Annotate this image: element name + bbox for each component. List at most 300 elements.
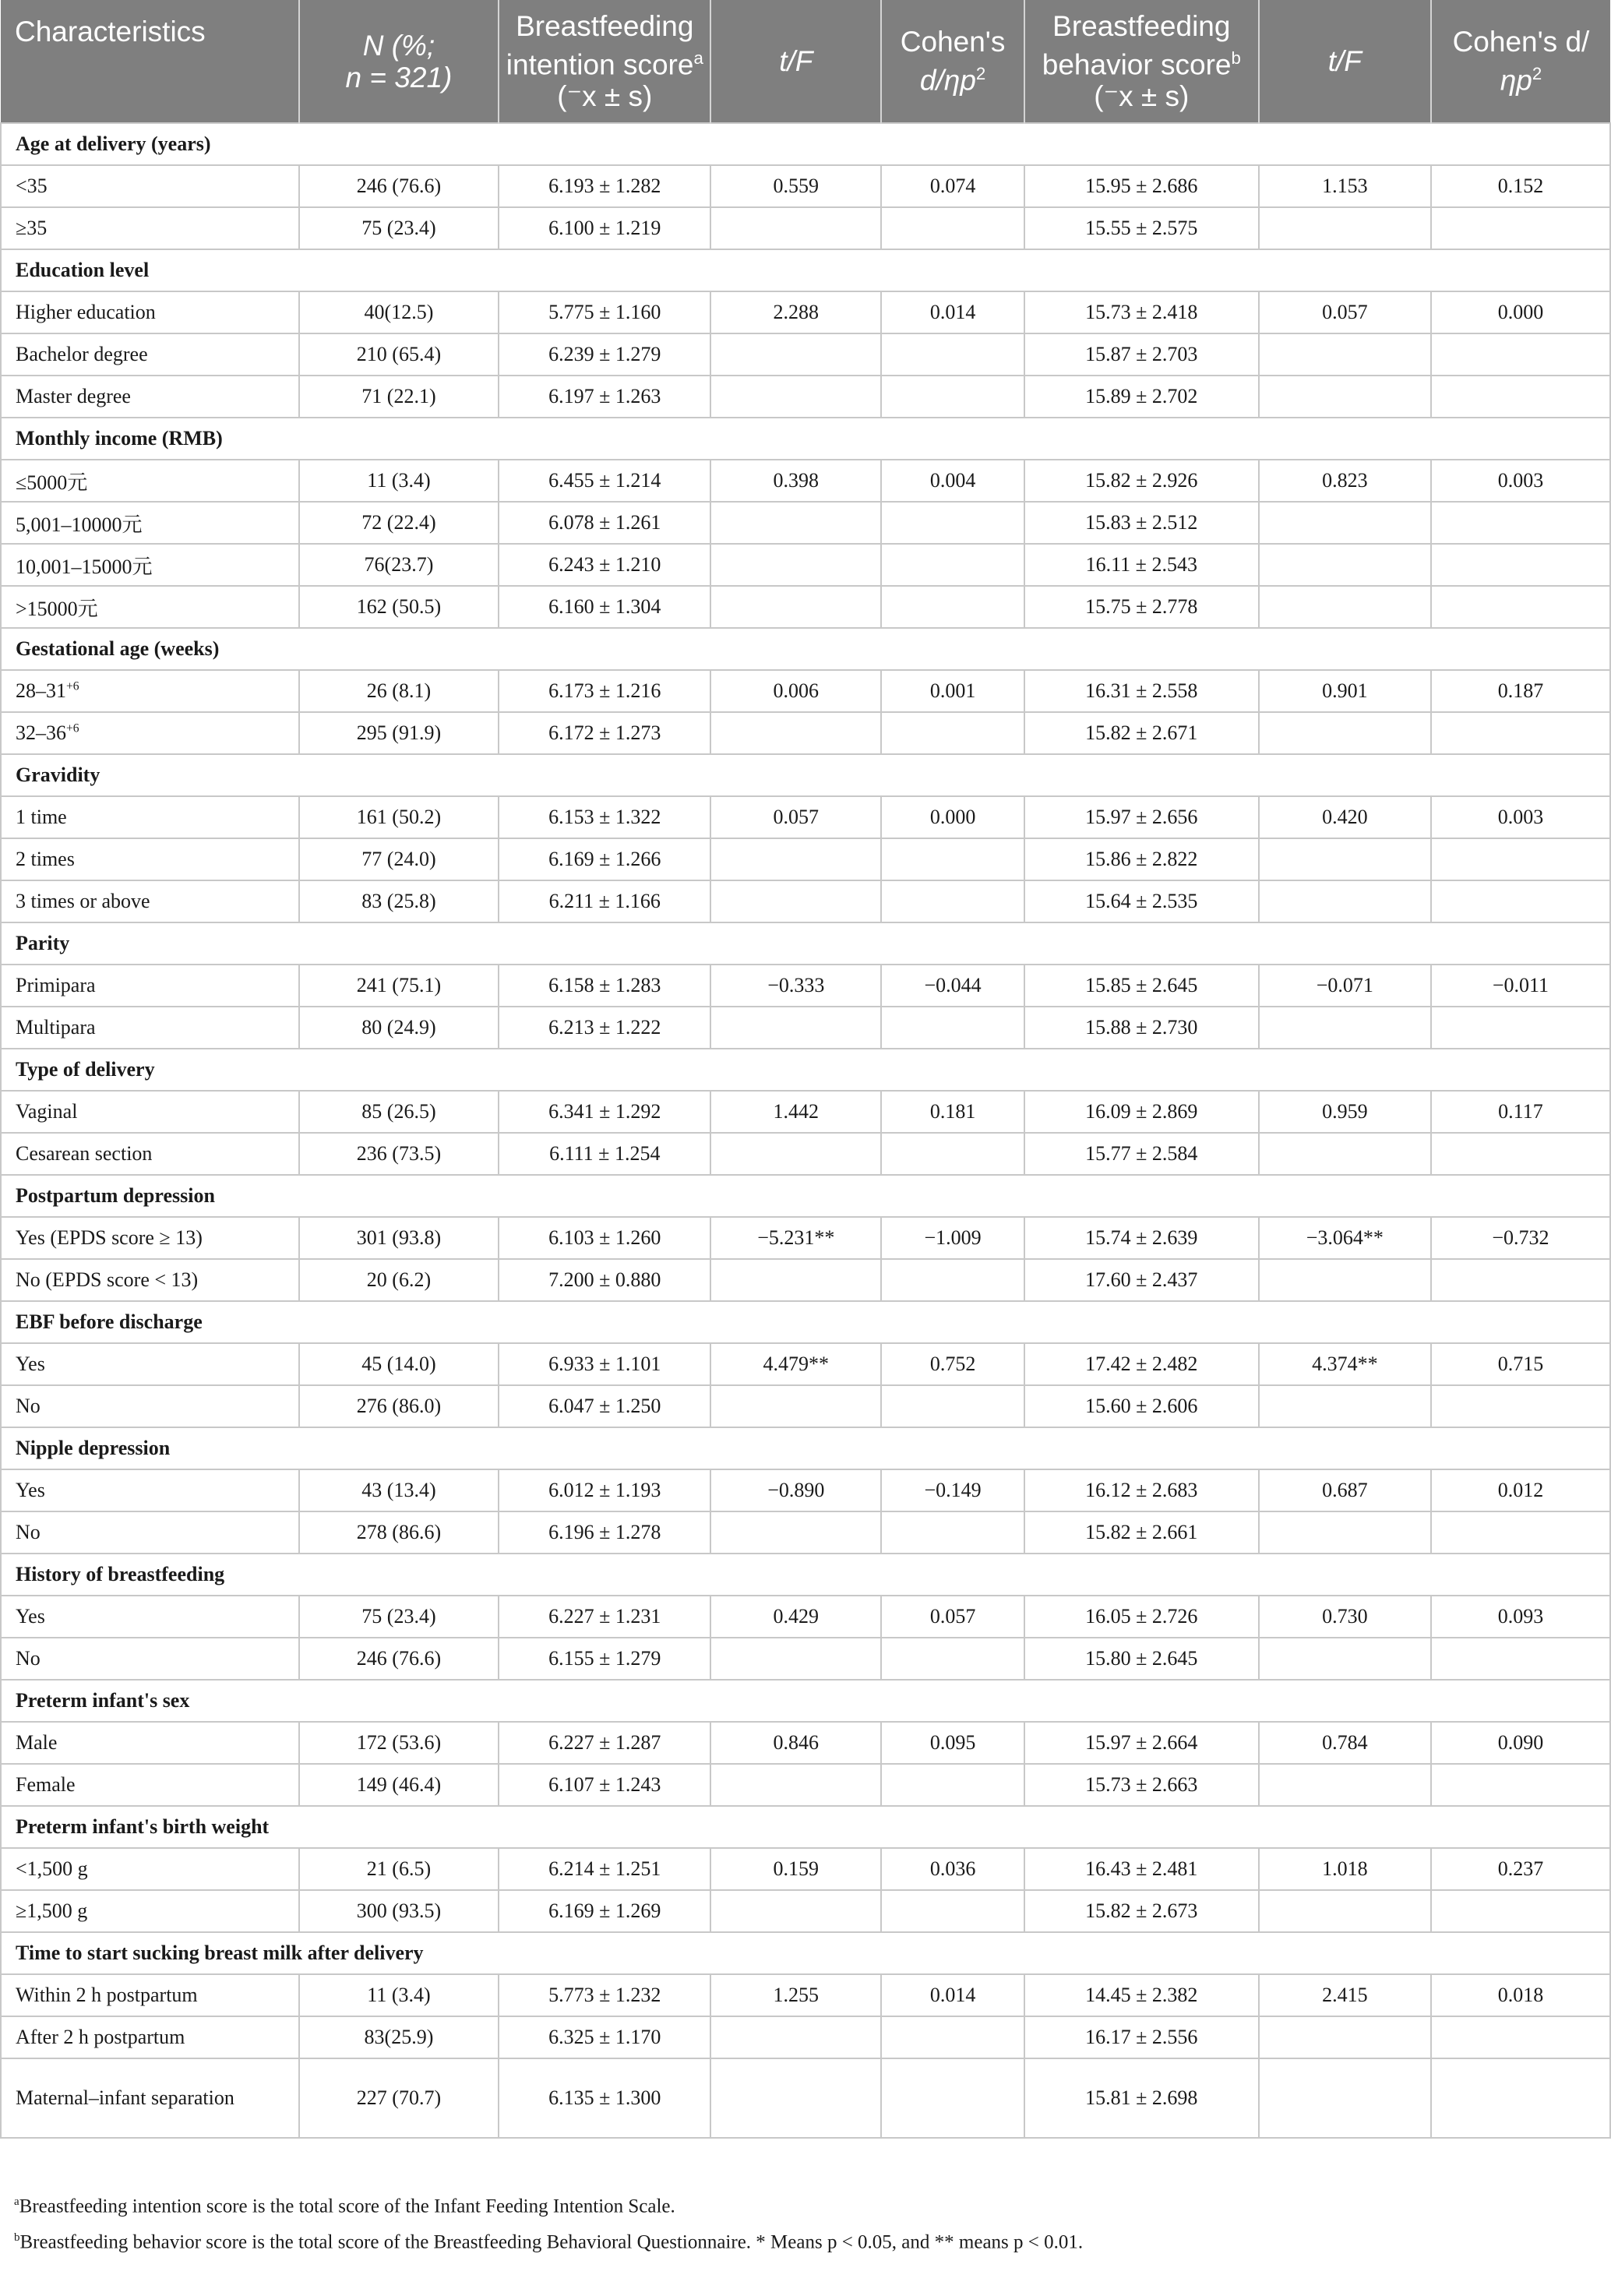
header-tf-1-text: t/F: [779, 45, 813, 77]
tf-1-cell: [710, 1133, 881, 1175]
intention-cell: 6.227 ± 1.287: [499, 1722, 710, 1764]
table-row: [1, 2016, 1610, 2058]
n-cell: 227 (70.7): [299, 2058, 499, 2138]
tf-2-cell: 0.687: [1259, 1469, 1431, 1511]
group-header-row: [1, 123, 1610, 165]
row-label-text: ≥1,500 g: [16, 1899, 88, 1922]
behavior-cell: 15.88 ± 2.730: [1024, 1007, 1259, 1049]
row-label: [1, 1007, 299, 1049]
table-row: [1, 2058, 1610, 2138]
tf-2-cell: [1259, 333, 1431, 376]
row-label-text: Bachelor degree: [16, 343, 148, 365]
tf-2-cell: [1259, 544, 1431, 586]
row-label-text: 3 times or above: [16, 890, 150, 912]
tf-2-cell: [1259, 1764, 1431, 1806]
group-label: Preterm infant's birth weight: [1, 1806, 1610, 1848]
cohen-1-cell: 0.001: [881, 670, 1024, 712]
intention-cell: 6.169 ± 1.269: [499, 1890, 710, 1932]
cohen-1-cell: 0.074: [881, 165, 1024, 207]
n-cell: 295 (91.9): [299, 712, 499, 754]
cohen-2-cell: [1431, 1890, 1610, 1932]
row-label: [1, 1596, 299, 1638]
cohen-2-cell: 0.090: [1431, 1722, 1610, 1764]
behavior-cell: 15.73 ± 2.663: [1024, 1764, 1259, 1806]
table-row: [1, 1259, 1610, 1301]
table-row: [1, 291, 1610, 333]
footnote-a-mark: a: [14, 2195, 19, 2208]
row-label-text: 32–36: [16, 721, 66, 744]
row-label: [1, 502, 299, 544]
group-header-row: [1, 1932, 1610, 1974]
row-label: [1, 1091, 299, 1133]
tf-2-cell: 0.420: [1259, 796, 1431, 838]
cohen-1-cell: [881, 502, 1024, 544]
cohen-2-cell: [1431, 880, 1610, 922]
row-label-text: Multipara: [16, 1016, 96, 1039]
intention-cell: 6.193 ± 1.282: [499, 165, 710, 207]
tf-1-cell: −0.333: [710, 965, 881, 1007]
cohen-2-cell: [1431, 1764, 1610, 1806]
intention-cell: 6.169 ± 1.266: [499, 838, 710, 880]
table-row: [1, 1343, 1610, 1385]
table-row: [1, 207, 1610, 249]
header-behavior-score: [1024, 0, 1259, 123]
intention-cell: 6.933 ± 1.101: [499, 1343, 710, 1385]
table-row: [1, 165, 1610, 207]
cohen-1-cell: [881, 838, 1024, 880]
group-label: History of breastfeeding: [1, 1554, 1610, 1596]
tf-1-cell: [710, 1638, 881, 1680]
table-row: [1, 376, 1610, 418]
cohen-1-cell: [881, 1133, 1024, 1175]
header-characteristics: [1, 0, 299, 123]
intention-cell: 6.243 ± 1.210: [499, 544, 710, 586]
intention-cell: 5.773 ± 1.232: [499, 1974, 710, 2016]
table-row: [1, 1596, 1610, 1638]
row-label: [1, 880, 299, 922]
footnote-b: [14, 2231, 1083, 2253]
intention-cell: 6.107 ± 1.243: [499, 1764, 710, 1806]
cohen-1-cell: 0.752: [881, 1343, 1024, 1385]
behavior-cell: 15.82 ± 2.673: [1024, 1890, 1259, 1932]
intention-cell: 6.196 ± 1.278: [499, 1511, 710, 1554]
tf-1-cell: [710, 1385, 881, 1427]
header-cohen-1-line1: Cohen's: [900, 26, 1006, 58]
group-label: Education level: [1, 249, 1610, 291]
cohen-2-cell: [1431, 1133, 1610, 1175]
tf-1-cell: [710, 544, 881, 586]
behavior-cell: 15.74 ± 2.639: [1024, 1217, 1259, 1259]
intention-cell: 6.103 ± 1.260: [499, 1217, 710, 1259]
tf-1-cell: 0.159: [710, 1848, 881, 1890]
intention-cell: 6.239 ± 1.279: [499, 333, 710, 376]
tf-1-cell: [710, 880, 881, 922]
cohen-1-cell: 0.000: [881, 796, 1024, 838]
cohen-2-cell: [1431, 2058, 1610, 2138]
behavior-cell: 16.12 ± 2.683: [1024, 1469, 1259, 1511]
header-intention-line1: Breastfeeding: [516, 9, 694, 42]
row-label-text: Female: [16, 1773, 76, 1796]
table-row: [1, 1217, 1610, 1259]
n-cell: 75 (23.4): [299, 207, 499, 249]
table-row: [1, 712, 1610, 754]
intention-cell: 6.111 ± 1.254: [499, 1133, 710, 1175]
behavior-cell: 15.80 ± 2.645: [1024, 1638, 1259, 1680]
row-label: [1, 1217, 299, 1259]
tf-2-cell: [1259, 880, 1431, 922]
header-cohen-2-sup: 2: [1532, 64, 1542, 84]
n-cell: 11 (3.4): [299, 1974, 499, 2016]
table-row: [1, 544, 1610, 586]
footnote-a-text: Breastfeeding intention score is the total score of the Infant Feeding Intention Scale.: [19, 2195, 675, 2217]
row-label: [1, 1974, 299, 2016]
behavior-cell: 15.89 ± 2.702: [1024, 376, 1259, 418]
intention-cell: 6.153 ± 1.322: [499, 796, 710, 838]
cohen-1-cell: 0.181: [881, 1091, 1024, 1133]
header-cohen-1-sup: 2: [975, 64, 986, 84]
tf-1-cell: 2.288: [710, 291, 881, 333]
n-cell: 80 (24.9): [299, 1007, 499, 1049]
table-row: [1, 502, 1610, 544]
group-header-row: [1, 1427, 1610, 1469]
row-label: [1, 2058, 299, 2138]
behavior-cell: 15.81 ± 2.698: [1024, 2058, 1259, 2138]
tf-2-cell: 1.018: [1259, 1848, 1431, 1890]
table-row: [1, 880, 1610, 922]
row-label: [1, 712, 299, 754]
behavior-cell: 16.31 ± 2.558: [1024, 670, 1259, 712]
n-cell: 210 (65.4): [299, 333, 499, 376]
group-label: Age at delivery (years): [1, 123, 1610, 165]
behavior-cell: 15.85 ± 2.645: [1024, 965, 1259, 1007]
row-label: [1, 165, 299, 207]
behavior-cell: 15.77 ± 2.584: [1024, 1133, 1259, 1175]
tf-1-cell: 0.846: [710, 1722, 881, 1764]
intention-cell: 6.173 ± 1.216: [499, 670, 710, 712]
behavior-cell: 17.60 ± 2.437: [1024, 1259, 1259, 1301]
cohen-1-cell: [881, 712, 1024, 754]
row-label-text: Yes: [16, 1353, 45, 1375]
tf-1-cell: −0.890: [710, 1469, 881, 1511]
n-cell: 162 (50.5): [299, 586, 499, 628]
tf-2-cell: [1259, 1259, 1431, 1301]
row-label-text: <35: [16, 175, 48, 197]
tf-2-cell: [1259, 1890, 1431, 1932]
footnote-a: [14, 2195, 675, 2217]
cohen-2-cell: [1431, 1385, 1610, 1427]
row-label-text: After 2 h postpartum: [16, 2026, 185, 2048]
intention-cell: 6.160 ± 1.304: [499, 586, 710, 628]
n-cell: 278 (86.6): [299, 1511, 499, 1554]
table-row: [1, 1511, 1610, 1554]
row-label: [1, 207, 299, 249]
table-row: [1, 1764, 1610, 1806]
intention-cell: 6.455 ± 1.214: [499, 460, 710, 502]
tf-1-cell: 0.057: [710, 796, 881, 838]
group-label: Monthly income (RMB): [1, 418, 1610, 460]
behavior-cell: 16.43 ± 2.481: [1024, 1848, 1259, 1890]
n-cell: 276 (86.0): [299, 1385, 499, 1427]
tf-2-cell: [1259, 1385, 1431, 1427]
row-label: [1, 291, 299, 333]
header-tf-1: [710, 0, 881, 123]
cohen-1-cell: [881, 1007, 1024, 1049]
behavior-cell: 15.75 ± 2.778: [1024, 586, 1259, 628]
cohen-2-cell: [1431, 838, 1610, 880]
intention-cell: 6.012 ± 1.193: [499, 1469, 710, 1511]
row-label-sup: +6: [66, 721, 79, 735]
row-label: [1, 1343, 299, 1385]
row-label: [1, 586, 299, 628]
tf-2-cell: [1259, 2016, 1431, 2058]
header-cohen-2-line2: ηp: [1500, 64, 1532, 97]
header-n-line2: n = 321): [345, 61, 453, 93]
row-label-text: Higher education: [16, 301, 156, 323]
tf-2-cell: [1259, 1133, 1431, 1175]
tf-2-cell: [1259, 502, 1431, 544]
cohen-2-cell: [1431, 712, 1610, 754]
row-label-text: No (EPDS score < 13): [16, 1268, 199, 1291]
n-cell: 83(25.9): [299, 2016, 499, 2058]
behavior-cell: 16.11 ± 2.543: [1024, 544, 1259, 586]
group-header-row: [1, 418, 1610, 460]
table-row: [1, 1385, 1610, 1427]
cohen-1-cell: [881, 207, 1024, 249]
table-row: [1, 796, 1610, 838]
behavior-cell: 16.17 ± 2.556: [1024, 2016, 1259, 2058]
intention-cell: 6.047 ± 1.250: [499, 1385, 710, 1427]
row-label: [1, 376, 299, 418]
header-cohen-2: [1431, 0, 1610, 123]
n-cell: 45 (14.0): [299, 1343, 499, 1385]
row-label-text: No: [16, 1395, 41, 1417]
cohen-1-cell: 0.095: [881, 1722, 1024, 1764]
row-label-text: <1,500 g: [16, 1857, 88, 1880]
cohen-2-cell: 0.715: [1431, 1343, 1610, 1385]
row-label-text: Yes (EPDS score ≥ 13): [16, 1226, 203, 1249]
behavior-cell: 15.82 ± 2.661: [1024, 1511, 1259, 1554]
n-cell: 26 (8.1): [299, 670, 499, 712]
tf-2-cell: [1259, 376, 1431, 418]
group-header-row: [1, 922, 1610, 965]
behavior-cell: 15.60 ± 2.606: [1024, 1385, 1259, 1427]
header-behavior-mean-sd: (⁻x ± s): [1094, 80, 1190, 113]
table-row: [1, 1638, 1610, 1680]
behavior-cell: 15.86 ± 2.822: [1024, 838, 1259, 880]
header-cohen-1: [881, 0, 1024, 123]
row-label-text: 1 time: [16, 806, 67, 828]
row-label: [1, 1890, 299, 1932]
header-behavior-line1: Breastfeeding: [1052, 9, 1231, 42]
tf-1-cell: [710, 1511, 881, 1554]
cohen-2-cell: 0.018: [1431, 1974, 1610, 2016]
intention-cell: 6.158 ± 1.283: [499, 965, 710, 1007]
behavior-cell: 16.09 ± 2.869: [1024, 1091, 1259, 1133]
header-cohen-1-line2: d/ηp: [919, 64, 976, 97]
row-label: [1, 544, 299, 586]
row-label: [1, 1511, 299, 1554]
table-row: [1, 1974, 1610, 2016]
tf-2-cell: 0.057: [1259, 291, 1431, 333]
header-intention-line2: intention score: [506, 48, 694, 81]
group-label: Gestational age (weeks): [1, 628, 1610, 670]
cohen-1-cell: 0.014: [881, 1974, 1024, 2016]
group-label: Nipple depression: [1, 1427, 1610, 1469]
n-cell: 241 (75.1): [299, 965, 499, 1007]
tf-2-cell: 0.784: [1259, 1722, 1431, 1764]
row-label-text: 28–31: [16, 679, 66, 702]
behavior-cell: 15.82 ± 2.926: [1024, 460, 1259, 502]
intention-cell: 6.213 ± 1.222: [499, 1007, 710, 1049]
n-cell: 75 (23.4): [299, 1596, 499, 1638]
intention-cell: 6.325 ± 1.170: [499, 2016, 710, 2058]
row-label: [1, 1133, 299, 1175]
n-cell: 236 (73.5): [299, 1133, 499, 1175]
row-label-text: Vaginal: [16, 1100, 78, 1123]
tf-2-cell: [1259, 586, 1431, 628]
footnote-b-mark: b: [14, 2231, 20, 2244]
cohen-2-cell: 0.003: [1431, 460, 1610, 502]
group-header-row: [1, 1175, 1610, 1217]
group-header-row: [1, 1554, 1610, 1596]
n-cell: 71 (22.1): [299, 376, 499, 418]
table-row: [1, 460, 1610, 502]
row-label: [1, 460, 299, 502]
table-row: [1, 965, 1610, 1007]
tf-2-cell: [1259, 1638, 1431, 1680]
n-cell: 21 (6.5): [299, 1848, 499, 1890]
cohen-2-cell: −0.011: [1431, 965, 1610, 1007]
tf-1-cell: [710, 1890, 881, 1932]
n-cell: 246 (76.6): [299, 1638, 499, 1680]
n-cell: 20 (6.2): [299, 1259, 499, 1301]
group-label: Time to start sucking breast milk after delivery: [1, 1932, 1610, 1974]
group-label: Postpartum depression: [1, 1175, 1610, 1217]
intention-cell: 6.227 ± 1.231: [499, 1596, 710, 1638]
tf-1-cell: [710, 1007, 881, 1049]
row-label-text: ≤5000元: [16, 471, 88, 494]
row-label: [1, 2016, 299, 2058]
row-label-text: 2 times: [16, 848, 75, 870]
cohen-2-cell: −0.732: [1431, 1217, 1610, 1259]
cohen-1-cell: −0.149: [881, 1469, 1024, 1511]
behavior-cell: 15.73 ± 2.418: [1024, 291, 1259, 333]
n-cell: 77 (24.0): [299, 838, 499, 880]
row-label: [1, 1638, 299, 1680]
n-cell: 301 (93.8): [299, 1217, 499, 1259]
row-label-text: Maternal–infant separation: [16, 2086, 234, 2109]
cohen-1-cell: [881, 376, 1024, 418]
tf-2-cell: 2.415: [1259, 1974, 1431, 2016]
n-cell: 300 (93.5): [299, 1890, 499, 1932]
behavior-cell: 15.64 ± 2.535: [1024, 880, 1259, 922]
behavior-cell: 15.87 ± 2.703: [1024, 333, 1259, 376]
row-label-text: Cesarean section: [16, 1142, 153, 1165]
tf-2-cell: 1.153: [1259, 165, 1431, 207]
table-row: [1, 1133, 1610, 1175]
row-label-text: Yes: [16, 1605, 45, 1628]
row-label-text: ≥35: [16, 217, 48, 239]
row-label: [1, 1722, 299, 1764]
cohen-1-cell: [881, 544, 1024, 586]
cohen-2-cell: [1431, 586, 1610, 628]
cohen-2-cell: 0.000: [1431, 291, 1610, 333]
n-cell: 76(23.7): [299, 544, 499, 586]
row-label-text: No: [16, 1521, 41, 1543]
row-label: [1, 1764, 299, 1806]
tf-2-cell: 0.730: [1259, 1596, 1431, 1638]
group-header-row: [1, 1301, 1610, 1343]
cohen-1-cell: [881, 1890, 1024, 1932]
row-label-text: >15000元: [16, 597, 98, 620]
intention-cell: 6.214 ± 1.251: [499, 1848, 710, 1890]
table-row: [1, 333, 1610, 376]
tf-1-cell: [710, 838, 881, 880]
row-label: [1, 1385, 299, 1427]
group-header-row: [1, 754, 1610, 796]
row-label-text: Primipara: [16, 974, 96, 996]
row-label-text: No: [16, 1647, 41, 1670]
n-cell: 11 (3.4): [299, 460, 499, 502]
tf-2-cell: −0.071: [1259, 965, 1431, 1007]
tf-1-cell: [710, 376, 881, 418]
header-row: [1, 0, 1610, 123]
row-label-text: Within 2 h postpartum: [16, 1984, 198, 2006]
cohen-1-cell: [881, 1385, 1024, 1427]
cohen-2-cell: [1431, 207, 1610, 249]
tf-2-cell: [1259, 838, 1431, 880]
row-label: [1, 333, 299, 376]
cohen-2-cell: 0.152: [1431, 165, 1610, 207]
intention-cell: 6.078 ± 1.261: [499, 502, 710, 544]
group-header-row: [1, 1680, 1610, 1722]
tf-2-cell: [1259, 712, 1431, 754]
row-label: [1, 1259, 299, 1301]
row-label: [1, 1848, 299, 1890]
intention-cell: 6.100 ± 1.219: [499, 207, 710, 249]
tf-2-cell: [1259, 207, 1431, 249]
intention-cell: 6.155 ± 1.279: [499, 1638, 710, 1680]
cohen-1-cell: [881, 880, 1024, 922]
intention-cell: 6.211 ± 1.166: [499, 880, 710, 922]
tf-1-cell: 1.442: [710, 1091, 881, 1133]
tf-1-cell: 1.255: [710, 1974, 881, 2016]
tf-1-cell: 0.398: [710, 460, 881, 502]
tf-2-cell: 0.901: [1259, 670, 1431, 712]
tf-1-cell: 0.559: [710, 165, 881, 207]
group-label: EBF before discharge: [1, 1301, 1610, 1343]
tf-1-cell: [710, 502, 881, 544]
row-label-text: 10,001–15000元: [16, 555, 153, 578]
tf-1-cell: [710, 207, 881, 249]
table-row: [1, 1848, 1610, 1890]
row-label: [1, 838, 299, 880]
cohen-1-cell: [881, 1511, 1024, 1554]
cohen-2-cell: [1431, 1007, 1610, 1049]
cohen-1-cell: [881, 586, 1024, 628]
intention-cell: 7.200 ± 0.880: [499, 1259, 710, 1301]
n-cell: 149 (46.4): [299, 1764, 499, 1806]
group-header-row: [1, 1806, 1610, 1848]
cohen-2-cell: [1431, 333, 1610, 376]
cohen-1-cell: 0.036: [881, 1848, 1024, 1890]
tf-2-cell: 0.823: [1259, 460, 1431, 502]
cohen-2-cell: [1431, 1511, 1610, 1554]
cohen-2-cell: [1431, 1638, 1610, 1680]
behavior-cell: 16.05 ± 2.726: [1024, 1596, 1259, 1638]
tf-2-cell: [1259, 2058, 1431, 2138]
tf-1-cell: [710, 333, 881, 376]
